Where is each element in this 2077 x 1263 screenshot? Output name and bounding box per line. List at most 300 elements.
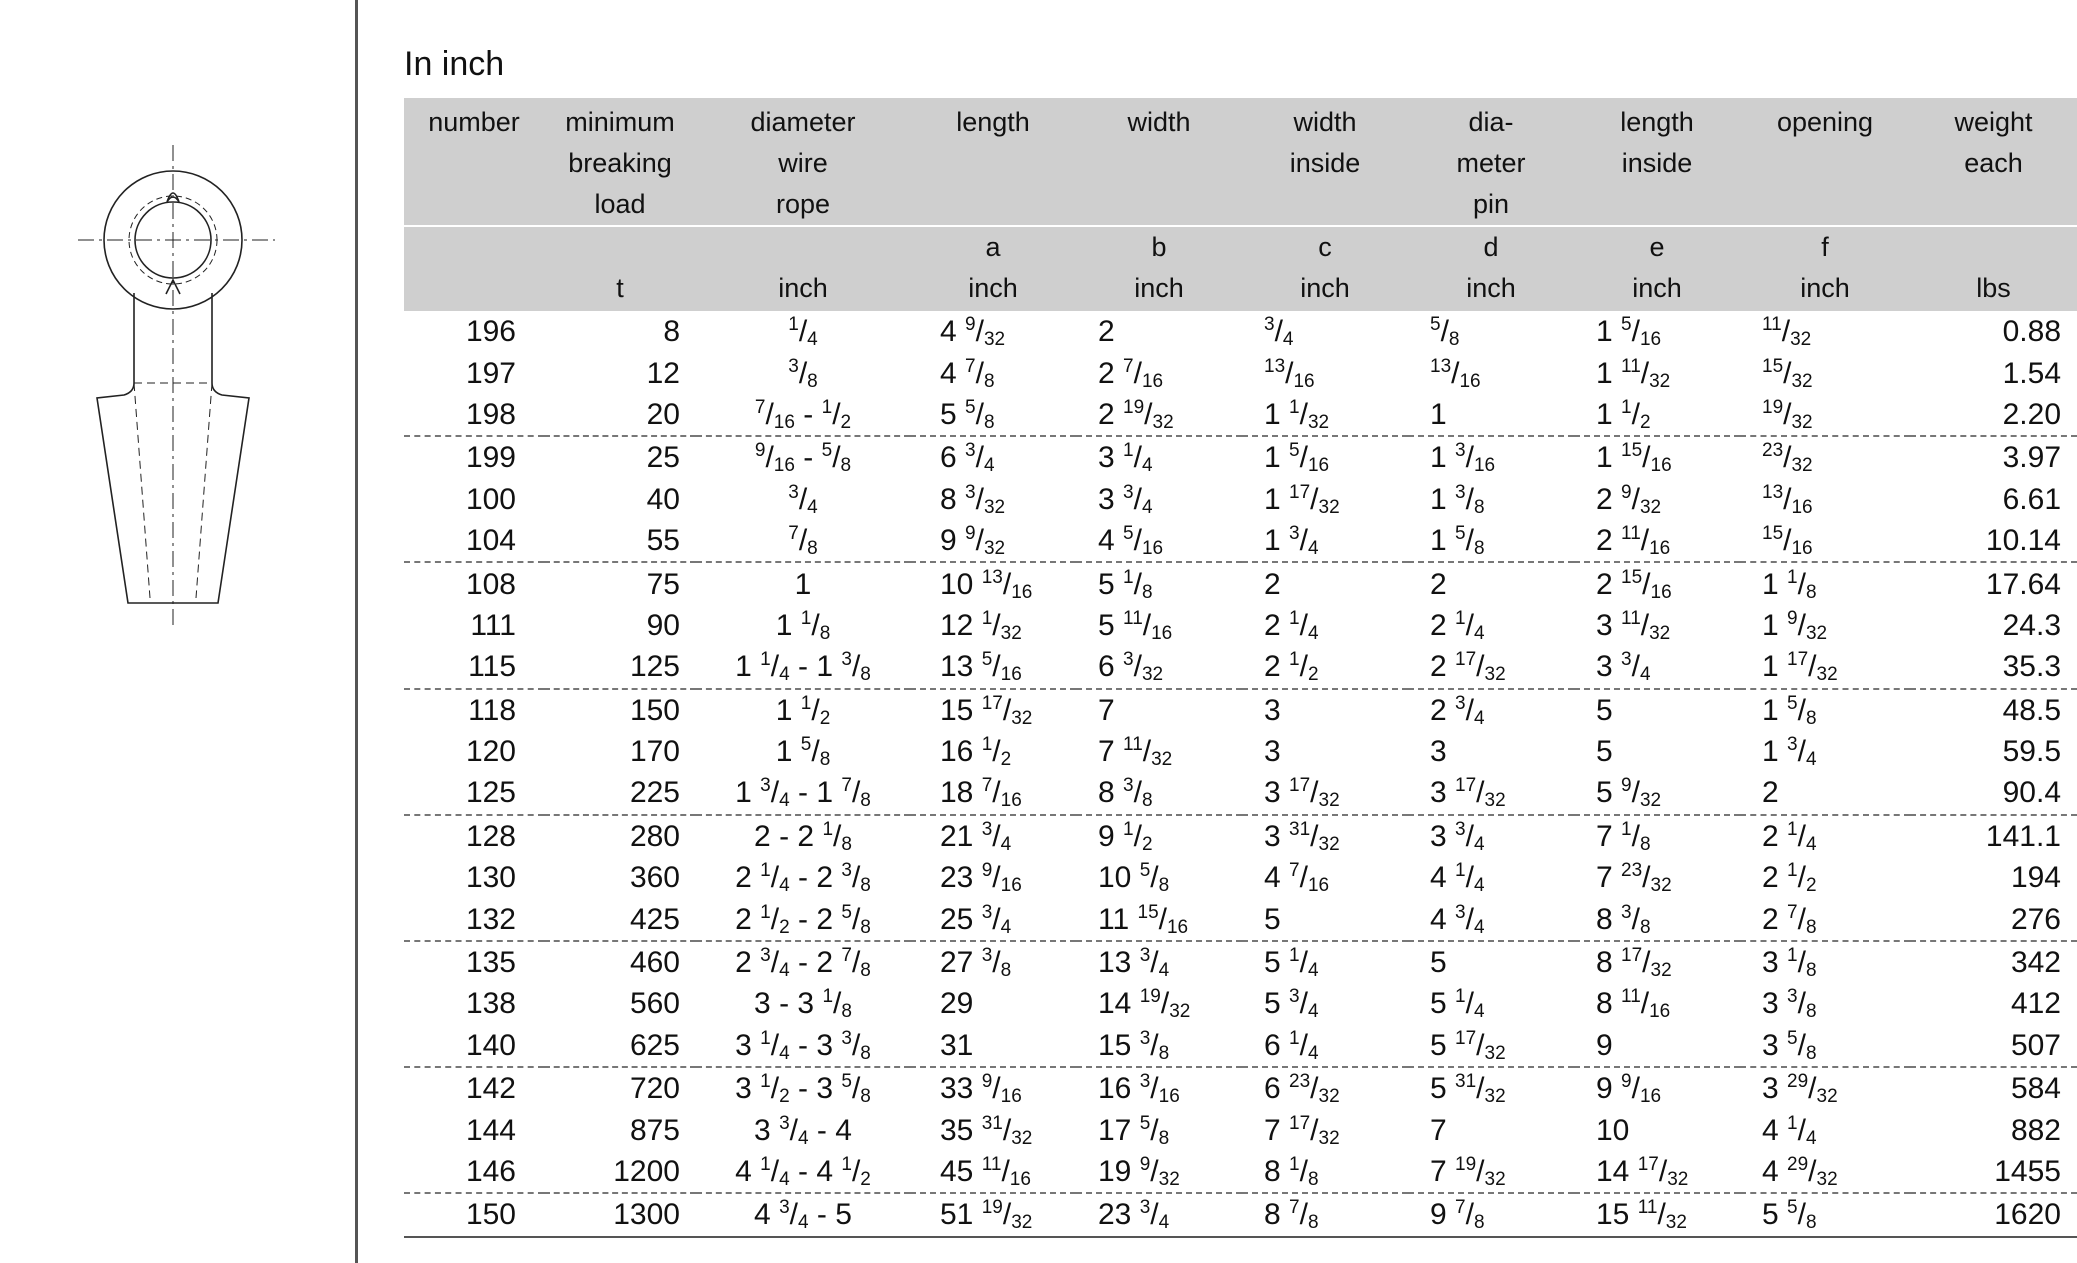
table-cell: 21 $^3/_4$ (910, 815, 1076, 857)
table-cell: 5 $^{11}/_{16}$ (1098, 607, 1173, 644)
table-cell: 125 (629, 650, 680, 684)
table-cell: $^7/_{16} - ^1/_2$ (754, 396, 852, 433)
table-cell: 3 $^1/_4 - 3$ $^3/_8$ (735, 1027, 871, 1064)
table-cell: 6 $^1/_4$ (1264, 1027, 1319, 1064)
table-cell: 3 $^3/_8$ (1762, 986, 1817, 1023)
table-cell: 1 $^1/_8$ (775, 607, 831, 644)
table-cell: 15 $^3/_8$ (1098, 1027, 1170, 1064)
table-cell: 280 (544, 815, 696, 857)
column-header (1076, 98, 1242, 226)
table-cell: 199 (404, 436, 544, 478)
table-cell: 1 $^5/_{16}$ (1242, 436, 1408, 478)
table-cell: 5 (1596, 735, 1613, 769)
table-cell: 17 $^5/_8$ (1098, 1112, 1170, 1149)
header-line (404, 268, 544, 309)
section-title: In inch (404, 44, 505, 83)
table-cell: 141.1 (1910, 815, 2077, 857)
table-cell: 13 $^3/_4$ (1076, 941, 1242, 983)
table-cell: 276 (2010, 902, 2061, 936)
column-header (1574, 226, 1740, 311)
table-cell: $^{13}/_{16}$ (1430, 355, 1481, 392)
table-cell: 882 (2010, 1113, 2061, 1147)
table-cell: 720 (544, 1067, 696, 1109)
column-header (910, 226, 1076, 311)
table-cell: $^7/_8$ (788, 523, 818, 560)
table-row (404, 605, 2077, 646)
table-cell: 11 $^{15}/_{16}$ (1098, 901, 1189, 938)
table-cell: 9 $^9/_{32}$ (940, 523, 1006, 560)
table-row (404, 646, 2077, 688)
table-cell: 1 $^1/_8$ (1740, 562, 1910, 604)
table-cell: 225 (629, 776, 680, 810)
table-cell: 7 $^1/_8$ (1574, 815, 1740, 857)
table-cell: 1 $^1/_2$ (696, 689, 910, 731)
header-line: diameter (750, 107, 856, 137)
table-cell: 1 $^5/_8$ (1740, 689, 1910, 731)
table-cell: 13 $^5/_{16}$ (940, 649, 1022, 686)
table-cell: 9 $^7/_8$ (1408, 1193, 1574, 1236)
table-cell: 31 (940, 1028, 974, 1062)
table-cell: 90.4 (2002, 776, 2061, 810)
table-cell: $^{15}/_{32}$ (1762, 355, 1813, 392)
table-cell: $^{23}/_{32}$ (1740, 436, 1910, 478)
table-cell: 5 (1408, 941, 1574, 983)
table-row (404, 352, 2077, 393)
table-row (404, 1109, 2077, 1150)
table-cell: 35.3 (2002, 650, 2061, 684)
table-cell: 140 (465, 1028, 516, 1062)
table-cell: 625 (629, 1028, 680, 1062)
table-cell: 3 $^3/_4$ (1408, 815, 1574, 857)
header-line (696, 227, 910, 268)
table-cell: 3 $^{11}/_{32}$ (1596, 607, 1671, 644)
table-cell: 104 (465, 524, 516, 558)
header-line: number (428, 107, 520, 137)
table-cell: 4 $^1/_4 - 4$ $^1/_2$ (735, 1154, 871, 1190)
table-cell: 1 $^3/_4$ (1264, 523, 1319, 560)
header-line: c (1318, 232, 1332, 262)
table-row (404, 815, 2077, 857)
header-line: inch (1134, 273, 1184, 303)
table-cell: 125 (465, 776, 516, 810)
table-cell: 198 (465, 397, 516, 431)
table-cell: 1 $^{15}/_{16}$ (1574, 436, 1740, 478)
table-cell: 5 $^5/_8$ (1740, 1193, 1910, 1236)
table-cell: 23 $^9/_{16}$ (940, 860, 1022, 897)
table-row (404, 857, 2077, 898)
table-cell: 6 $^3/_{32}$ (1098, 649, 1164, 686)
table-cell: 150 (404, 1193, 544, 1236)
table-row (404, 1151, 2077, 1193)
column-header (1408, 226, 1574, 311)
header-line: inside (1621, 148, 1693, 178)
table-cell: 2 $^1/_4 - 2$ $^3/_8$ (735, 860, 871, 897)
table-cell: 1 $^{11}/_{32}$ (1596, 355, 1671, 392)
table-cell: 12 $^1/_{32}$ (940, 607, 1022, 644)
table-cell: 118 (404, 689, 544, 731)
table-cell: 4 $^1/_4$ (1762, 1112, 1817, 1149)
table-row (404, 394, 2077, 436)
table-cell: 150 (544, 689, 696, 731)
table-cell: 115 (468, 650, 516, 684)
table-cell: 111 (470, 608, 516, 642)
table-cell: 560 (629, 987, 680, 1021)
table-cell: 4 $^7/_8$ (940, 355, 995, 392)
table-cell: 1 $^{17}/_{32}$ (1264, 481, 1340, 518)
column-header (544, 226, 696, 311)
table-cell: 25 (544, 436, 696, 478)
table-cell: 1 $^3/_4 - 1$ $^7/_8$ (735, 775, 871, 812)
table-cell: 2 $^{15}/_{16}$ (1574, 562, 1740, 604)
table-cell: 6 $^3/_4$ (910, 436, 1076, 478)
header-line: weight (1954, 107, 2033, 137)
table-cell: 51 $^{19}/_{32}$ (910, 1193, 1076, 1236)
table-cell: 4 $^3/_4 - 5$ (696, 1193, 910, 1236)
header-line: inch (968, 273, 1018, 303)
header-line: pin (1472, 189, 1510, 219)
table-cell: 5 $^1/_4$ (1430, 986, 1485, 1023)
table-cell: 33 $^9/_{16}$ (910, 1067, 1076, 1109)
table-cell: 2 $^3/_4$ (1408, 689, 1574, 731)
table-cell: 1 $^3/_8$ (1430, 481, 1485, 518)
table-cell: 25 $^3/_4$ (940, 901, 1012, 938)
table-cell: 1 $^5/_8$ (775, 734, 831, 771)
table-cell: 1 (696, 562, 910, 604)
table-cell: 5 $^{17}/_{32}$ (1430, 1027, 1506, 1064)
table-cell: 14 $^{19}/_{32}$ (1098, 986, 1191, 1023)
table-cell: 130 (465, 861, 516, 895)
table-row (404, 983, 2077, 1024)
table-cell: 24.3 (2002, 608, 2061, 642)
header-line: length (1620, 107, 1694, 137)
header-line: width (1293, 107, 1357, 137)
column-header (1242, 98, 1408, 226)
header-line: inch (1300, 273, 1350, 303)
rope-socket-drawing (0, 0, 356, 660)
table-cell: 2 $^1/_4$ (1430, 607, 1485, 644)
table-cell: 2.20 (2002, 397, 2061, 431)
table-cell: $^5/_8$ (1430, 314, 1460, 351)
table-cell: 27 $^3/_8$ (910, 941, 1076, 983)
table-cell: 425 (629, 902, 680, 936)
table-cell: 108 (404, 562, 544, 604)
table-cell: $^{13}/_{16}$ (1762, 481, 1813, 518)
header-line (1910, 227, 2077, 268)
table-cell: 2 $^7/_{16}$ (1098, 355, 1164, 392)
header-line (404, 227, 544, 268)
spec-table (404, 98, 2077, 1238)
table-cell: 5 (1264, 902, 1281, 936)
table-cell: 1.54 (2002, 356, 2061, 390)
table-cell: 412 (2010, 987, 2061, 1021)
header-line: opening (1776, 107, 1874, 137)
table-cell: 3 (1264, 735, 1281, 769)
table-cell: 3 $^{29}/_{32}$ (1740, 1067, 1910, 1109)
header-line: rope (775, 189, 831, 219)
table-cell: 2 (1242, 562, 1408, 604)
table-cell: 1 $^1/_2$ (1596, 396, 1651, 433)
table-row (404, 1193, 2077, 1236)
table-cell: 18 $^7/_{16}$ (940, 775, 1022, 812)
table-cell: 3 $^{17}/_{32}$ (1264, 775, 1340, 812)
table-cell: $^3/_4$ (788, 481, 818, 518)
table-cell: 1 $^1/_4 - 1$ $^3/_8$ (735, 649, 871, 686)
table-cell: $^3/_4$ (1264, 314, 1294, 351)
table-cell: 4 $^9/_{32}$ (940, 314, 1006, 351)
header-line (544, 227, 696, 268)
table-cell: 48.5 (1910, 689, 2077, 731)
table-cell: 3 - 3 $^1/_8$ (754, 986, 852, 1023)
table-cell: 342 (1910, 941, 2077, 983)
table-cell: 5 $^3/_4$ (1264, 986, 1319, 1023)
header-row-labels (404, 98, 2077, 226)
table-cell: 1 $^1/_{32}$ (1264, 396, 1330, 433)
table-cell: 10 $^{13}/_{16}$ (910, 562, 1076, 604)
table-cell: 19 $^9/_{32}$ (1098, 1154, 1180, 1190)
table-cell: 3 $^5/_8$ (1762, 1027, 1817, 1064)
table-cell: 35 $^{31}/_{32}$ (940, 1112, 1033, 1149)
table-cell: 3 $^{17}/_{32}$ (1430, 775, 1506, 812)
table-cell: 15 $^{11}/_{32}$ (1574, 1193, 1740, 1236)
table-row (404, 1067, 2077, 1109)
table-cell: 14 $^{17}/_{32}$ (1596, 1154, 1689, 1190)
header-row-units (404, 226, 2077, 311)
table-cell: 120 (465, 735, 516, 769)
table-cell: 7 $^{23}/_{32}$ (1596, 860, 1672, 897)
table-row (404, 520, 2077, 562)
header-line: a (985, 232, 1001, 262)
table-cell: 3.97 (1910, 436, 2077, 478)
header-line: width (1127, 107, 1191, 137)
table-cell: 132 (465, 902, 516, 936)
table-cell: 8 $^1/_8$ (1264, 1154, 1319, 1190)
column-header (404, 98, 544, 226)
table-row (404, 1025, 2077, 1067)
table-cell: 460 (544, 941, 696, 983)
table-cell: $^1/_4$ (788, 314, 818, 351)
table-cell: 4 $^3/_4$ (1430, 901, 1485, 938)
table-cell: 1 $^3/_{16}$ (1408, 436, 1574, 478)
table-cell: 4 $^7/_{16}$ (1264, 860, 1330, 897)
table-cell: 3 $^3/_4$ (1098, 481, 1153, 518)
table-cell: 2 (1762, 776, 1779, 810)
table-row (404, 941, 2077, 983)
table-cell: 20 (646, 397, 680, 431)
column-header (544, 98, 696, 226)
table-cell: 2 $^{17}/_{32}$ (1430, 649, 1506, 686)
table-cell: 4 $^{29}/_{32}$ (1762, 1154, 1838, 1190)
table-cell: 45 $^{11}/_{16}$ (940, 1154, 1031, 1190)
header-line: inch (1632, 273, 1682, 303)
table-cell: 90 (646, 608, 680, 642)
table-cell: 29 (940, 987, 974, 1021)
column-header (696, 226, 910, 311)
table-cell: 5 $^5/_8$ (940, 396, 995, 433)
table-cell: 170 (629, 735, 680, 769)
column-header (910, 98, 1076, 226)
table-cell: 2 $^1/_2$ (1762, 860, 1817, 897)
table-cell: 2 - 2 $^1/_8$ (696, 815, 910, 857)
table-cell: 2 $^1/_4$ (1264, 607, 1319, 644)
header-line: b (1151, 232, 1167, 262)
table-cell: 1 $^3/_4$ (1762, 734, 1817, 771)
table-cell: 75 (544, 562, 696, 604)
table-cell: 5 (1574, 689, 1740, 731)
header-line: meter (1456, 148, 1526, 178)
table-cell: 3 (1242, 689, 1408, 731)
table-cell: 1300 (544, 1193, 696, 1236)
column-header (1740, 98, 1910, 226)
header-line: inch (1466, 273, 1516, 303)
table-cell: 4 $^1/_4$ (1430, 860, 1485, 897)
table-cell: 16 $^3/_{16}$ (1076, 1067, 1242, 1109)
table-row (404, 562, 2077, 604)
table-cell: $^{19}/_{32}$ (1762, 396, 1813, 433)
header-line: breaking (568, 148, 672, 178)
table-cell: 9 $^9/_{16}$ (1574, 1067, 1740, 1109)
table-cell: 360 (629, 861, 680, 895)
table-cell: 16 $^1/_2$ (940, 734, 1012, 771)
table-cell: 3 $^1/_8$ (1740, 941, 1910, 983)
table-cell: 9 (1596, 1028, 1613, 1062)
table-cell: 55 (646, 524, 680, 558)
table-cell: 15 $^{17}/_{32}$ (910, 689, 1076, 731)
column-header (1408, 98, 1574, 226)
table-cell: 12 (646, 356, 680, 390)
table-cell: 2 (1098, 315, 1115, 349)
table-cell: 875 (629, 1113, 680, 1147)
table-cell: 8 (663, 315, 680, 349)
table-cell: 138 (465, 987, 516, 1021)
table-cell: 100 (465, 482, 516, 516)
fitting-drawing-panel (0, 0, 356, 1263)
table-cell: 146 (465, 1155, 516, 1188)
header-line: e (1649, 232, 1665, 262)
header-line: dia- (1468, 107, 1514, 137)
table-cell: 6 $^{23}/_{32}$ (1242, 1067, 1408, 1109)
table-cell: 3 $^1/_4$ (1076, 436, 1242, 478)
column-header (696, 98, 910, 226)
table-cell: 1200 (613, 1155, 680, 1188)
table-cell: 10 $^5/_8$ (1098, 860, 1170, 897)
vertical-divider (355, 0, 358, 1263)
table-row (404, 311, 2077, 352)
table-cell: 2 $^9/_{32}$ (1596, 481, 1662, 518)
table-cell: 5 $^1/_4$ (1242, 941, 1408, 983)
table-cell: 3 $^{31}/_{32}$ (1242, 815, 1408, 857)
table-cell: 8 $^{17}/_{32}$ (1574, 941, 1740, 983)
table-cell: 10.14 (1985, 524, 2061, 558)
column-header (1910, 98, 2077, 226)
table-cell: 7 $^{17}/_{32}$ (1264, 1112, 1340, 1149)
table-cell: 2 $^1/_2$ (1264, 649, 1319, 686)
table-cell: 8 $^7/_8$ (1242, 1193, 1408, 1236)
column-header (1910, 226, 2077, 311)
table-cell: 2 $^{11}/_{16}$ (1596, 523, 1671, 560)
table-cell: $^{11}/_{32}$ (1762, 314, 1812, 351)
table-cell: 1 $^5/_{16}$ (1596, 314, 1662, 351)
table-cell: 17.64 (1910, 562, 2077, 604)
table-cell: 4 $^5/_{16}$ (1098, 523, 1164, 560)
table-cell: 5 $^1/_8$ (1076, 562, 1242, 604)
table-cell: 584 (1910, 1067, 2077, 1109)
header-line: f (1821, 232, 1829, 262)
table-cell: 0.88 (2002, 315, 2061, 349)
table-cell: 507 (2010, 1028, 2061, 1062)
table-cell: 8 $^3/_{32}$ (940, 481, 1006, 518)
table-cell: 142 (404, 1067, 544, 1109)
column-header (1076, 226, 1242, 311)
header-line: length (956, 107, 1030, 137)
table-cell: 9 $^1/_2$ (1076, 815, 1242, 857)
header-line: each (1964, 148, 2023, 178)
header-line: wire (778, 148, 828, 178)
table-cell: $^9/_{16} - ^5/_8$ (696, 436, 910, 478)
table-cell: $^{15}/_{16}$ (1762, 523, 1813, 560)
table-row (404, 898, 2077, 940)
table-cell: 59.5 (2002, 735, 2061, 769)
table-cell: 144 (465, 1113, 516, 1147)
table-cell: 5 $^{31}/_{32}$ (1408, 1067, 1574, 1109)
header-line: inch (778, 273, 828, 303)
table-cell: 196 (465, 315, 516, 349)
header-line: d (1483, 232, 1499, 262)
table-cell: 40 (646, 482, 680, 516)
table-cell: 1 $^5/_8$ (1430, 523, 1485, 560)
header-line: inch (1800, 273, 1850, 303)
table-cell: 3 $^3/_4 - 4$ (754, 1112, 852, 1149)
table-cell: 1 (1430, 397, 1447, 431)
table-row (404, 731, 2077, 772)
table-cell: 8 $^3/_8$ (1098, 775, 1153, 812)
table-cell: 3 $^1/_2 - 3$ $^5/_8$ (696, 1067, 910, 1109)
table-cell: $^{13}/_{16}$ (1264, 355, 1315, 392)
table-cell: 135 (404, 941, 544, 983)
table-cell: 2 $^{19}/_{32}$ (1098, 396, 1174, 433)
table-cell: 7 (1076, 689, 1242, 731)
table-cell: 197 (465, 356, 516, 390)
table-cell: 5 $^9/_{32}$ (1596, 775, 1662, 812)
table-body (404, 311, 2077, 1237)
table-cell: 1620 (1910, 1193, 2077, 1236)
header-line: lbs (1976, 273, 2011, 303)
header-line: t (616, 273, 624, 303)
table-cell: 7 (1430, 1113, 1447, 1147)
column-header (404, 226, 544, 311)
table-cell: 6.61 (2002, 482, 2061, 516)
table-cell: 1455 (1994, 1155, 2061, 1188)
table-cell: 2 $^1/_2 - 2$ $^5/_8$ (735, 901, 871, 938)
table-cell: $^3/_8$ (788, 355, 818, 392)
column-header (1574, 98, 1740, 226)
table-row (404, 689, 2077, 731)
table-cell: 23 $^3/_4$ (1076, 1193, 1242, 1236)
table-cell: 1 $^9/_{32}$ (1762, 607, 1828, 644)
header-line: inside (1289, 148, 1361, 178)
table-cell: 10 (1596, 1113, 1630, 1147)
table-cell: 194 (2010, 861, 2061, 895)
column-header (1242, 226, 1408, 311)
table-cell: 7 $^{11}/_{32}$ (1098, 734, 1173, 771)
table-cell: 2 $^7/_8$ (1762, 901, 1817, 938)
table-cell: 8 $^3/_8$ (1596, 901, 1651, 938)
column-header (1740, 226, 1910, 311)
header-line: minimum (565, 107, 675, 137)
table-row (404, 436, 2077, 478)
table-cell: 2 (1408, 562, 1574, 604)
table-cell: 128 (404, 815, 544, 857)
table-cell: 3 (1430, 735, 1447, 769)
